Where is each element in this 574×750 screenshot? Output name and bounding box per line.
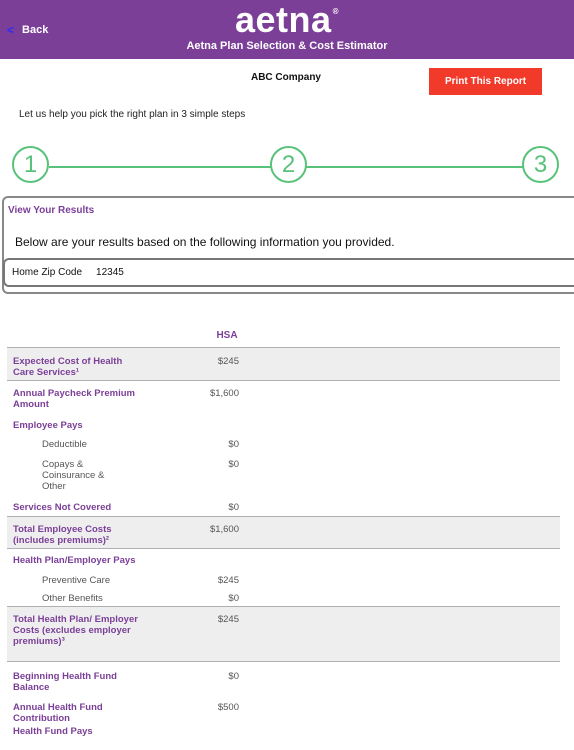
row-label: Annual Health Fund Contribution (13, 702, 103, 724)
step-connector-1 (49, 166, 272, 168)
row-label: Copays & Coinsurance & Other (42, 459, 105, 492)
row-value: $0 (228, 459, 239, 470)
row-label: Deductible (42, 439, 87, 450)
results-description: Below are your results based on the following information you provided. (15, 235, 395, 249)
table-row (7, 693, 560, 724)
zip-value: 12345 (96, 267, 124, 278)
row-label: Total Employee Costs (includes premiums)² (13, 524, 112, 546)
chevron-left-icon: < (7, 23, 15, 37)
aetna-logo: aetna® (235, 0, 339, 40)
row-label: Other Benefits (42, 593, 103, 604)
row-label: Health Plan/Employer Pays (13, 555, 136, 566)
row-value: $0 (228, 502, 239, 513)
row-label: Services Not Covered (13, 502, 112, 513)
row-label: Total Health Plan/ Employer Costs (excludes employer premiums)³ (13, 614, 138, 647)
row-value: $245 (217, 614, 239, 625)
view-results-heading: View Your Results (8, 205, 95, 216)
row-value: $1,600 (209, 524, 239, 535)
row-value: $1,600 (209, 388, 239, 399)
row-value: $245 (217, 575, 239, 586)
row-value: $0 (228, 439, 239, 450)
back-label: Back (22, 24, 49, 36)
table-row (7, 497, 560, 516)
row-label: Annual Paycheck Premium Amount (13, 388, 135, 410)
table-row (7, 549, 560, 567)
row-label: Health Fund Pays (13, 726, 93, 737)
row-value: $245 (217, 356, 239, 367)
step-2-indicator[interactable]: 2 (270, 146, 307, 183)
company-name: ABC Company (250, 72, 321, 83)
row-value (139, 420, 239, 434)
hsa-column-header: HSA (216, 330, 238, 341)
table-row (7, 347, 560, 381)
step-3-indicator[interactable]: 3 (522, 146, 559, 183)
table-row (7, 724, 560, 738)
row-label: Employee Pays (13, 420, 83, 431)
intro-text: Let us help you pick the right plan in 3 simple steps (19, 109, 246, 120)
zip-label: Home Zip Code (12, 267, 83, 278)
table-row (7, 587, 560, 606)
step-connector-2 (306, 166, 524, 168)
table-row (7, 381, 560, 415)
app-header (0, 0, 574, 59)
row-label: Expected Cost of Health Care Services¹ (13, 356, 123, 378)
cost-table (7, 347, 560, 738)
table-row (7, 415, 560, 434)
table-row (7, 516, 560, 549)
table-row (7, 434, 560, 454)
table-row (7, 606, 560, 662)
print-report-button[interactable]: Print This Report (429, 68, 542, 95)
row-value: $0 (228, 671, 239, 682)
table-row (7, 662, 560, 693)
zip-code-field (3, 258, 574, 287)
row-label: Preventive Care (42, 575, 111, 586)
row-value: $500 (217, 702, 239, 713)
table-row (7, 454, 560, 497)
table-row (7, 567, 560, 587)
page-subtitle: Aetna Plan Selection & Cost Estimator (186, 40, 388, 52)
step-1-indicator[interactable]: 1 (12, 146, 49, 183)
row-value: $0 (228, 593, 239, 604)
row-label: Beginning Health Fund Balance (13, 671, 117, 693)
